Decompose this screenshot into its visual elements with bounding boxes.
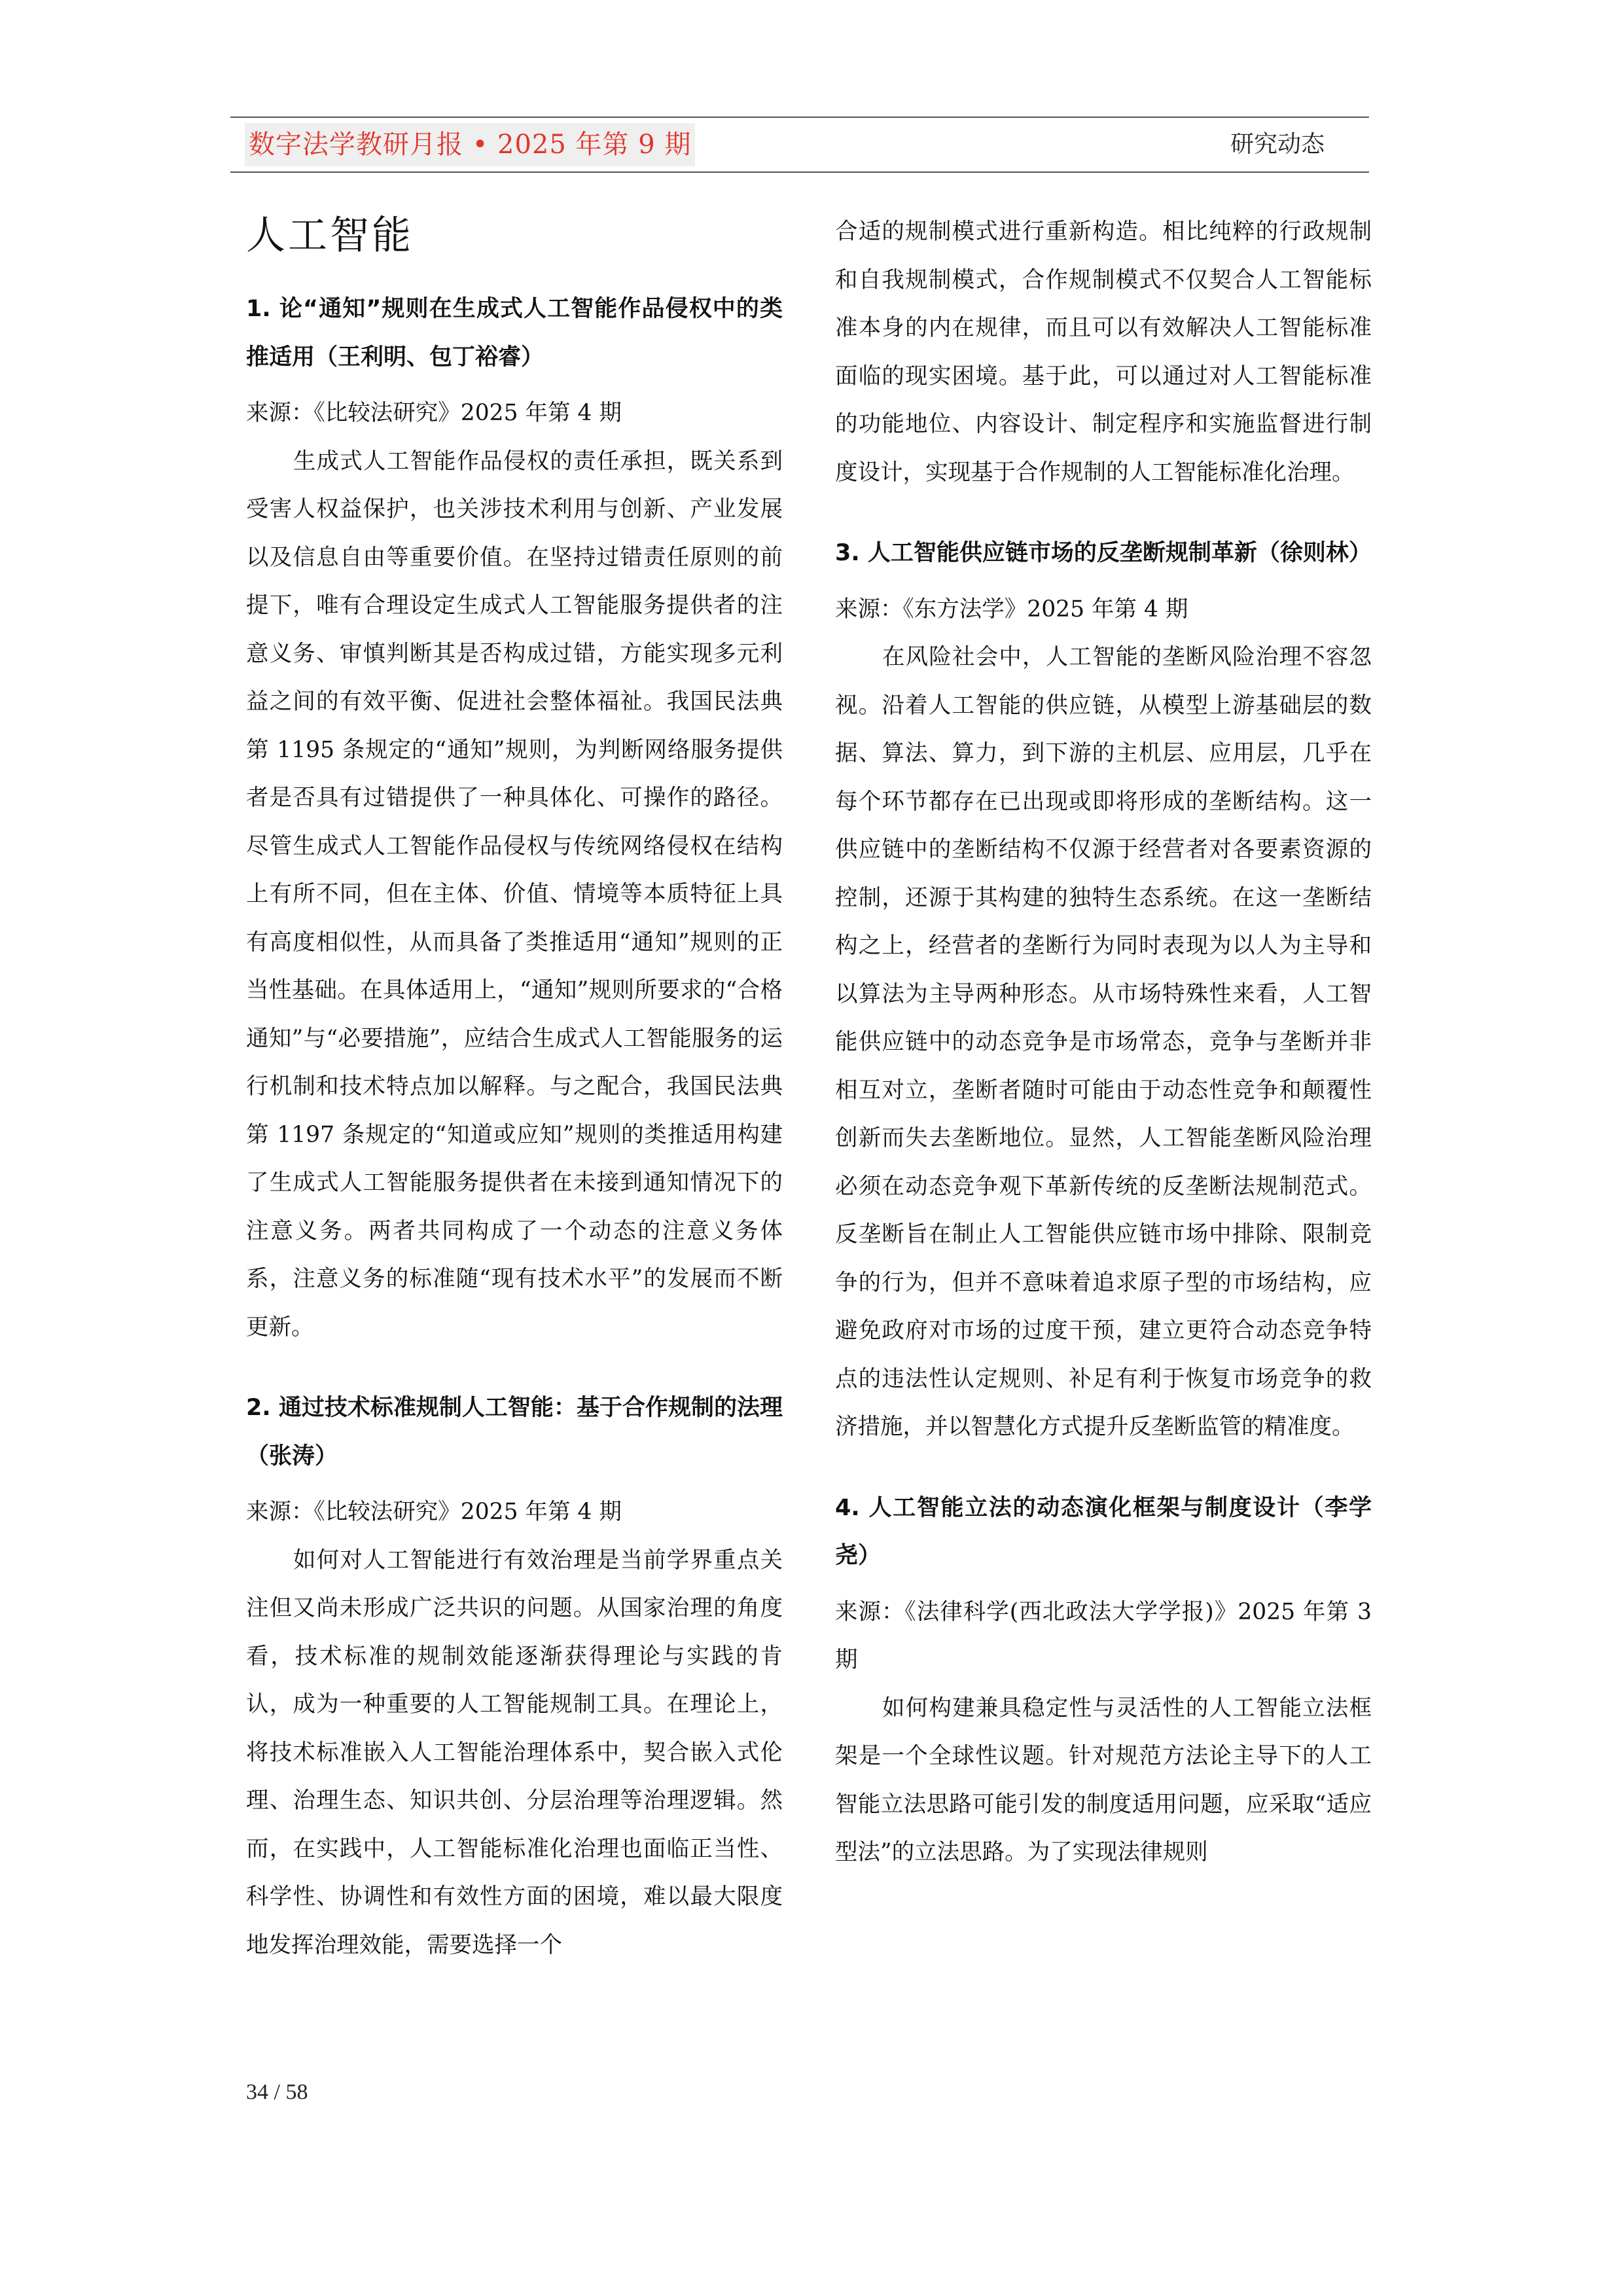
section-label: 研究动态 (1230, 131, 1325, 158)
article-body: 如何对人工智能进行有效治理是当前学界重点关注但又尚未形成广泛共识的问题。从国家治理的角度看，技术标准的规制效能逐渐获得理论与实践的肯认，成为一种重要的人工智能规制工具。在理论上，将技术标准嵌入人工智能治理体系中，契合嵌入式伦理、治理生态、知识共创、分层治理等治理逻辑。然而，在实践中，人工智能标准化治理也面临正当性、科学性、协调性和有效性方面的困境，难以最大限度地发挥治理效能，需要选择一个 (246, 1547, 783, 1958)
article-body: 在风险社会中，人工智能的垄断风险治理不容忽视。沿着人工智能的供应链，从模型上游基础层的数据、算法、算力，到下游的主机层、应用层，几乎在每个环节都存在已出现或即将形成的垄断结构。这一供应链中的垄断结构不仅源于经营者对各要素资源的控制，还源于其构建的独特生态系统。在这一垄断结构之上，经营者的垄断行为同时表现为以人为主导和以算法为主导两种形态。从市场特殊性来看，人工智能供应链中的动态竞争是市场常态，竞争与垄断并非相互对立，垄断者随时可能由于动态性竞争和颠覆性创新而失去垄断地位。显然，人工智能垄断风险治理必须在动态竞争观下革新传统的反垄断法规制范式。反垄断旨在制止人工智能供应链市场中排除、限制竞争的行为，但并不意味着追求原子型的市场结构，应避免政府对市场的过度干预，建立更符合动态竞争特点的违法性认定规则、补足有利于恢复市场竞争的救济措施，并以智慧化方式提升反垄断监管的精准度。 (835, 644, 1372, 1440)
article-2 (246, 1384, 783, 1969)
header-bottom-rule (230, 171, 1369, 173)
article-title: 2. 通过技术标准规制人工智能：基于合作规制的法理（张涛） (246, 1395, 783, 1469)
right-column (835, 208, 1372, 1877)
article-title: 1. 论“通知”规则在生成式人工智能作品侵权中的类推适用（王利明、包丁裕睿） (246, 296, 783, 370)
article-source: 来源：《比较法研究》2025 年第 4 期 (246, 1499, 622, 1525)
journal-title: 数字法学教研月报 • 2025 年第 9 期 (245, 123, 695, 166)
article-title: 4. 人工智能立法的动态演化框架与制度设计（李学尧） (835, 1494, 1372, 1569)
article-1 (246, 285, 783, 1352)
page-number: 34 / 58 (246, 2080, 308, 2104)
article-body: 如何构建兼具稳定性与灵活性的人工智能立法框架是一个全球性议题。针对规范方法论主导下的人工智能立法思路可能引发的制度适用问题，应采取“适应型法”的立法思路。为了实现法律规则 (835, 1695, 1372, 1865)
left-column (246, 209, 783, 1969)
article-body: 生成式人工智能作品侵权的责任承担，既关系到受害人权益保护，也关涉技术利用与创新、产业发展以及信息自由等重要价值。在坚持过错责任原则的前提下，唯有合理设定生成式人工智能服务提供者的注意义务、审慎判断其是否构成过错，方能实现多元利益之间的有效平衡、促进社会整体福祉。我国民法典第 1195 条规定的“通知”规则，为判断网络服务提供者是否具有过错提供了一种具体化、可操作的路径。尽管生成式人工智能作品侵权与传统网络侵权在结构上有所不同，但在主体、价值、情境等本质特征上具有高度相似性，从而具备了类推适用“通知”规则的正当性基础。在具体适用上，“通知”规则所要求的“合格通知”与“必要措施”，应结合生成式人工智能服务的运行机制和技术特点加以解释。与之配合，我国民法典第 1197 条规定的“知道或应知”规则的类推适用构建了生成式人工智能服务提供者在未接到通知情况下的注意义务。两者共同构成了一个动态的注意义务体系，注意义务的标准随“现有技术水平”的发展而不断更新。 (246, 448, 783, 1340)
article-source: 来源：《比较法研究》2025 年第 4 期 (246, 400, 622, 426)
article-source: 来源：《东方法学》2025 年第 4 期 (835, 596, 1188, 622)
page-title: 人工智能 (246, 213, 414, 259)
article-body-continued: 合适的规制模式进行重新构造。相比纯粹的行政规制和自我规制模式，合作规制模式不仅契合人工智能标准本身的内在规律，而且可以有效解决人工智能标准面临的现实困境。基于此，可以通过对人工智能标准的功能地位、内容设计、制定程序和实施监督进行制度设计，实现基于合作规制的人工智能标准化治理。 (835, 219, 1372, 486)
article-source: 来源：《法律科学(西北政法大学学报)》2025 年第 3 期 (835, 1598, 1372, 1673)
article-3 (835, 529, 1372, 1452)
article-4 (835, 1484, 1372, 1877)
article-title: 3. 人工智能供应链市场的反垄断规制革新（徐则林） (835, 540, 1372, 566)
header-top-rule (230, 117, 1369, 118)
